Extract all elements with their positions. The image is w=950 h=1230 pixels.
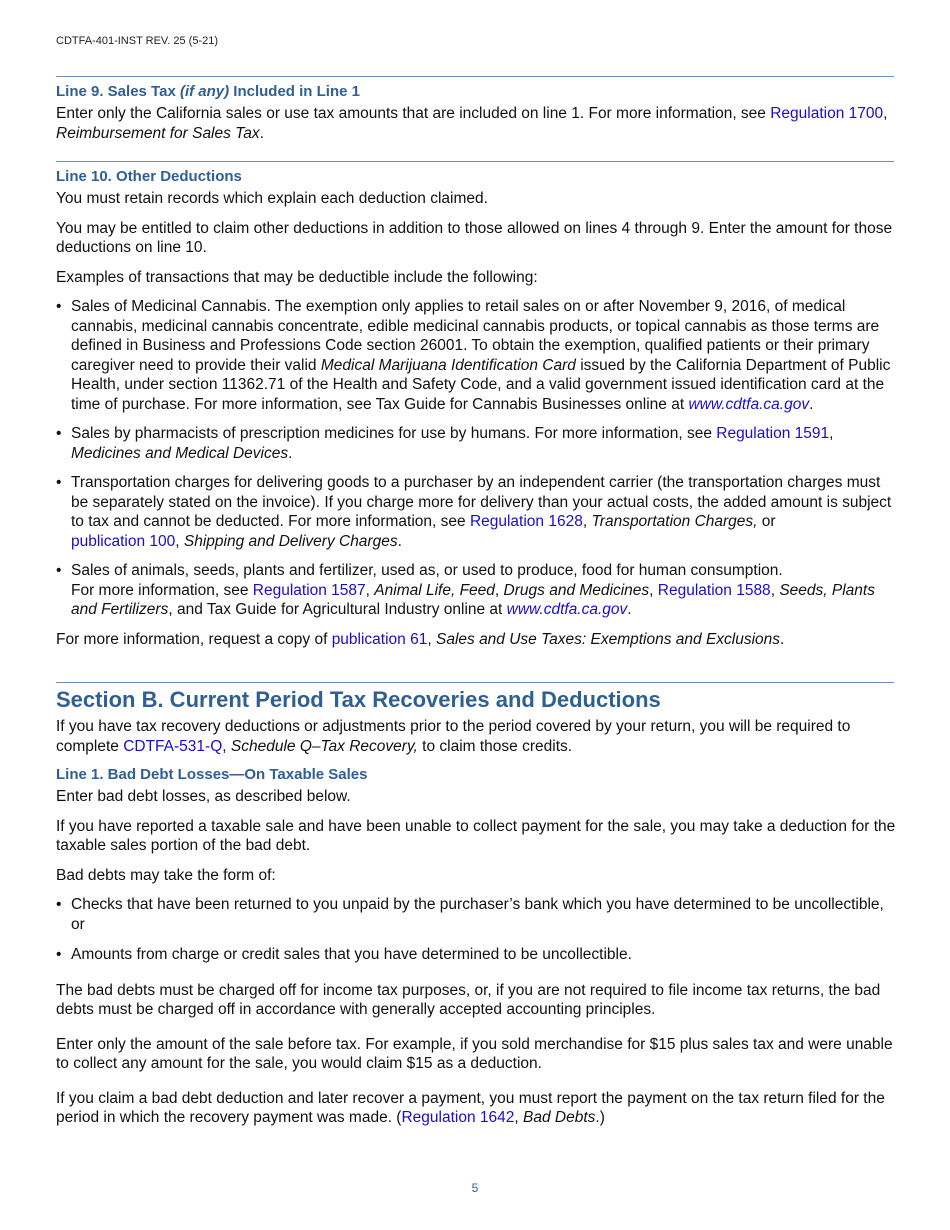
list-item: • Sales by pharmacists of prescription medicines for use by humans. For more information, see Regulation 1591, Medicines and Medical Devices. [56,424,896,463]
divider [56,76,894,77]
cdtfa-website-link[interactable]: www.cdtfa.ca.gov [688,395,810,413]
list-item: • Transportation charges for delivering goods to a purchaser by an independent carrier (the transportation charges must be separately stated on the invoice). If you charge more for delivery than your actual costs, the added amount is subject to tax and cannot be deducted. For more information, see Regulation 1628, Transportation Charges, or publication 100, Shipping and Delivery Charges. [56,473,896,551]
line10-heading: Line 10. Other Deductions [56,168,242,185]
line9-heading: Line 9. Sales Tax (if any) Included in Line 1 [56,83,360,100]
list-item: • Amounts from charge or credit sales that you have determined to be uncollectible. [56,945,896,965]
line10-paragraph: Examples of transactions that may be deductible include the following: [56,268,538,286]
line10-section [56,167,896,649]
section-b-paragraph: Enter bad debt losses, as described below. [56,788,351,805]
divider [56,161,894,162]
form-id: CDTFA-401-INST REV. 25 (5-21) [56,35,219,47]
line10-paragraph: You must retain records which explain each deduction claimed. [56,190,488,207]
publication-100-link[interactable]: publication 100 [71,532,176,550]
section-b-paragraph: If you claim a bad debt deduction and later recover a payment, you must report the payment on the tax return filed for the period in which the recovery payment was made. (Regulation 1642, Bad Debts.) [56,1089,885,1126]
section-b-paragraph: Enter only the amount of the sale before tax. For example, if you sold merchandise for $15 plus sales tax and were unable to collect any amount for the sale, you would claim $15 as a deduction. [56,1035,893,1072]
deduction-list [56,297,896,620]
regulation-1588-link[interactable]: Regulation 1588 [657,581,771,599]
line9-text: Enter only the California sales or use tax amounts that are included on line 1. For more information, see Regulation 1700, Reimbursement for Sales Tax. [56,105,888,142]
list-item: • Checks that have been returned to you unpaid by the purchaser’s bank which you have determined to be uncollectible, or [56,895,896,934]
page-number: 5 [471,1181,479,1195]
divider [56,682,894,683]
section-b-paragraph: Bad debts may take the form of: [56,866,276,884]
regulation-1628-link[interactable]: Regulation 1628 [469,513,583,530]
regulation-1587-link[interactable]: Regulation 1587 [252,581,366,599]
section-b-paragraph: If you have reported a taxable sale and have been unable to collect payment for the sale, you may take a deduction for the taxable sales portion of the bad debt. [56,817,896,854]
regulation-1700-link[interactable]: Regulation 1700 [770,105,884,122]
section-b-intro: If you have tax recovery deductions or adjustments prior to the period covered by your return, you will be required to complete CDTFA-531-Q, Schedule Q–Tax Recovery, to claim those credits. [56,718,851,755]
section-b-paragraph: The bad debts must be charged off for income tax purposes, or, if you are not required to file income tax returns, the bad debts must be charged off in accordance with generally accepted accounting principles. [56,981,881,1018]
section-b-heading: Section B. Current Period Tax Recoveries and Deductions [56,687,661,712]
cdtfa-531-q-link[interactable]: CDTFA-531-Q [123,737,223,755]
regulation-1591-link[interactable]: Regulation 1591 [716,425,830,442]
line1-heading: Line 1. Bad Debt Losses—On Taxable Sales [56,766,368,783]
list-item: • Sales of Medicinal Cannabis. The exemption only applies to retail sales on or after November 9, 2016, of medical cannabis, medicinal cannabis concentrate, edible medicinal cannabis products, or topical cannabis as those terms are defined in Business and Professions Code section 26001. To obtain the exemption, qualified patients or their primary caregiver need to provide their valid Medical Marijuana Identification Card issued by the California Department of Public Health, under section 11362.71 of the Health and Safety Code, and a valid government issued identification card at the time of purchase. For more information, see Tax Guide for Cannabis Businesses online at www.cdtfa.ca.gov. [56,297,896,414]
line10-paragraph: You may be entitled to claim other deductions in addition to those allowed on lines 4 through 9. Enter the amount for those deductions on line 10. [56,219,893,256]
list-item: • Sales of animals, seeds, plants and fertilizer, used as, or used to produce, food for human consumption. For more information, see Regulation 1587, Animal Life, Feed, Drugs and Medicines, Regulation 1588, Seeds, Plants and Fertilizers, and Tax Guide for Agricultural Industry online at www.cdtfa.ca.gov. [56,561,896,620]
bad-debt-list [56,895,896,965]
regulation-1642-link[interactable]: Regulation 1642 [401,1109,515,1126]
cdtfa-website-link[interactable]: www.cdtfa.ca.gov [506,601,628,618]
publication-61-link[interactable]: publication 61 [331,630,428,648]
line9-section [56,82,896,143]
section-b [56,686,896,1128]
line10-paragraph: For more information, request a copy of publication 61, Sales and Use Taxes: Exemptions and Exclusions. [56,630,785,648]
